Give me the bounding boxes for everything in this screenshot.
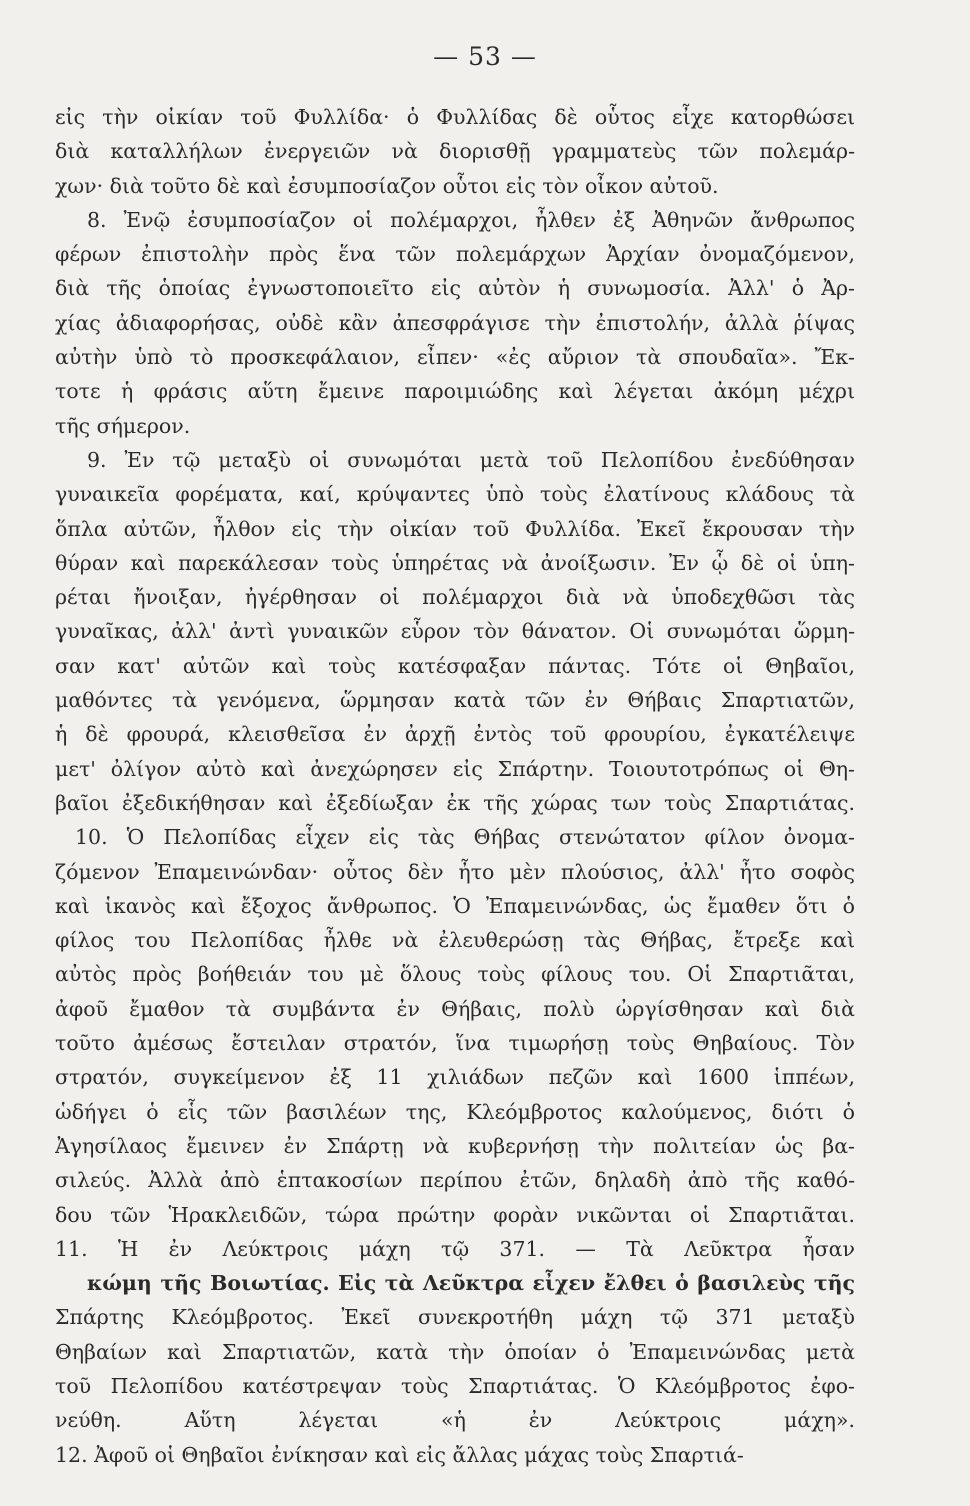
text-line: φέρων ἐπιστολὴν πρὸς ἕνα τῶν πολεμάρχων Ἀρχίαν ὀνομαζόμενον, (55, 242, 855, 267)
text-line: τῆς σήμερον. (55, 413, 191, 438)
text-line: 9. Ἐν τῷ μεταξὺ οἱ συνωμόται μετὰ τοῦ Πελοπίδου ἐνεδύθησαν (87, 447, 855, 472)
text-line: ρέται ἤνοιξαν, ἠγέρθησαν οἱ πολέμαρχοι διὰ νὰ ὑποδεχθῶσι τὰς (55, 585, 855, 610)
text-line: ὅπλα αὐτῶν, ἦλθον εἰς τὴν οἰκίαν τοῦ Φυλλίδα. Ἐκεῖ ἔκρουσαν τὴν (55, 516, 855, 541)
text-line: ὡδήγει ὁ εἷς τῶν βασιλέων της, Κλεόμβροτος καλούμενος, διότι ὁ (55, 1099, 855, 1124)
body-text (55, 100, 855, 1506)
text-line: 8. Ἐνῷ ἐσυμποσίαζον οἱ πολέμαρχοι, ἦλθεν ἐξ Ἀθηνῶν ἄνθρωπος (87, 207, 855, 232)
text-line: 12. Ἀφοῦ οἱ Θηβαῖοι ἐνίκησαν καὶ εἰς ἄλλας μάχας τοὺς Σπαρτιά- (55, 1442, 744, 1467)
text-line: Ἀγησίλαος ἔμεινεν ἐν Σπάρτῃ νὰ κυβερνήσῃ τὴν πολιτείαν ὡς βα- (55, 1133, 855, 1158)
text-line: φίλος του Πελοπίδας ἦλθε νὰ ἐλευθερώσῃ τὰς Θήβας, ἔτρεξε καὶ (55, 928, 855, 953)
text-line: μαθόντες τὰ γενόμενα, ὥρμησαν κατὰ τῶν ἐν Θήβαις Σπαρτιατῶν, (55, 688, 855, 713)
text-line: τοῦ Πελοπίδου κατέστρεψαν τοὺς Σπαρτιάτας. Ὁ Κλεόμβροτος ἐφο- (55, 1373, 855, 1398)
text-line: γυναῖκας, ἀλλ' ἀντὶ γυναικῶν εὗρον τὸν θάνατον. Οἱ συνωμόται ὥρμη- (55, 619, 855, 644)
text-line: διὰ καταλλήλων ἐνεργειῶν νὰ διορισθῇ γραμματεὺς τῶν πολεμάρ- (55, 139, 855, 164)
text-line: βαῖοι ἐξεδικήθησαν καὶ ἐξεδίωξαν ἐκ τῆς χώρας των τοὺς Σπαρτιάτας. (55, 790, 855, 815)
page-number: — 53 — (433, 42, 537, 71)
text-line: τοῦτο ἀμέσως ἔστειλαν στρατόν, ἵνα τιμωρήσῃ τοὺς Θηβαίους. Τὸν (55, 1031, 855, 1056)
text-line: στρατόν, συγκείμενον ἐξ 11 χιλιάδων πεζῶν καὶ 1600 ἱππέων, (55, 1065, 855, 1090)
text-line: σαν κατ' αὐτῶν καὶ τοὺς κατέσφαξαν πάντας. Τότε οἱ Θηβαῖοι, (55, 653, 855, 678)
text-line: γυναικεῖα φορέματα, καί, κρύψαντες ὑπὸ τοὺς ἐλατίνους κλάδους τὰ (55, 482, 855, 507)
text-line: ζόμενον Ἐπαμεινώνδαν· οὗτος δὲν ἦτο μὲν πλούσιος, ἀλλ' ἦτο σοφὸς (55, 859, 855, 884)
text-line: εἰς τὴν οἰκίαν τοῦ Φυλλίδα· ὁ Φυλλίδας δὲ οὗτος εἶχε κατορθώσει (55, 105, 855, 129)
text-line: αὐτὸς πρὸς βοήθειάν του μὲ ὅλους τοὺς φίλους του. Οἱ Σπαρτιᾶται, (55, 962, 855, 987)
text-line: Σπάρτης Κλεόμβροτος. Ἐκεῖ συνεκροτήθη μάχη τῷ 371 μεταξὺ (55, 1305, 855, 1330)
text-line: νεύθη. Αὕτη λέγεται «ἡ ἐν Λεύκτροις μάχη». (55, 1408, 855, 1433)
text-line: 10. Ὁ Πελοπίδας εἶχεν εἰς τὰς Θήβας στενώτατον φίλον ὀνομα- (75, 825, 855, 850)
section-heading-line: κώμη τῆς Βοιωτίας. Εἰς τὰ Λεῦκτρα εἶχεν ἔλθει ὁ βασιλεὺς τῆς (87, 1271, 855, 1296)
text-line: ἡ δὲ φρουρά, κλεισθεῖσα ἐν ἀρχῇ ἐντὸς τοῦ φρουρίου, ἐγκατέλειψε (55, 722, 855, 747)
text-line: Θηβαίων καὶ Σπαρτιατῶν, κατὰ τὴν ὁποίαν ὁ Ἐπαμεινώνδας μετὰ (55, 1339, 855, 1364)
text-line: διὰ τῆς ὁποίας ἐγνωστοποιεῖτο εἰς αὐτὸν ἡ συνωμοσία. Ἀλλ' ὁ Ἀρ- (55, 276, 855, 301)
text-line: θύραν καὶ παρεκάλεσαν τοὺς ὑπηρέτας νὰ ἀνοίξωσιν. Ἐν ᾧ δὲ οἱ ὑπη- (55, 550, 855, 575)
text-line: τοτε ἡ φράσις αὕτη ἔμεινε παροιμιώδης καὶ λέγεται ἀκόμη μέχρι (55, 379, 855, 404)
text-line: χων· διὰ τοῦτο δὲ καὶ ἐσυμποσίαζον οὗτοι εἰς τὸν οἶκον αὐτοῦ. (55, 173, 719, 198)
text-line: δου τῶν Ἡρακλειδῶν, τώρα πρώτην φορὰν νικῶνται οἱ Σπαρτιᾶται. (55, 1202, 855, 1227)
text-line: αὐτὴν ὑπὸ τὸ προσκεφάλαιον, εἶπεν· «ἐς αὔριον τὰ σπουδαῖα». Ἔκ- (55, 345, 855, 370)
text-line: μετ' ὀλίγον αὐτὸ καὶ ἀνεχώρησεν εἰς Σπάρτην. Τοιουτοτρόπως οἱ Θη- (55, 756, 855, 781)
text-line: χίας ἀδιαφορήσας, οὐδὲ κἂν ἀπεσφράγισε τὴν ἐπιστολήν, ἀλλὰ ῥίψας (55, 310, 855, 335)
text-line: ἀφοῦ ἔμαθον τὰ συμβάντα ἐν Θήβαις, πολὺ ὠργίσθησαν καὶ διὰ (55, 996, 855, 1021)
text-line: 11. Ἡ ἐν Λεύκτροις μάχη τῷ 371. — Τὰ Λεῦκτρα ἦσαν (55, 1236, 855, 1261)
text-line: καὶ ἱκανὸς καὶ ἔξοχος ἄνθρωπος. Ὁ Ἐπαμεινώνδας, ὡς ἔμαθεν ὅτι ὁ (55, 893, 855, 918)
text-line: σιλεύς. Ἀλλὰ ἀπὸ ἑπτακοσίων περίπου ἐτῶν, δηλαδὴ ἀπὸ τῆς καθό- (55, 1168, 855, 1193)
text-line (55, 1472, 855, 1506)
